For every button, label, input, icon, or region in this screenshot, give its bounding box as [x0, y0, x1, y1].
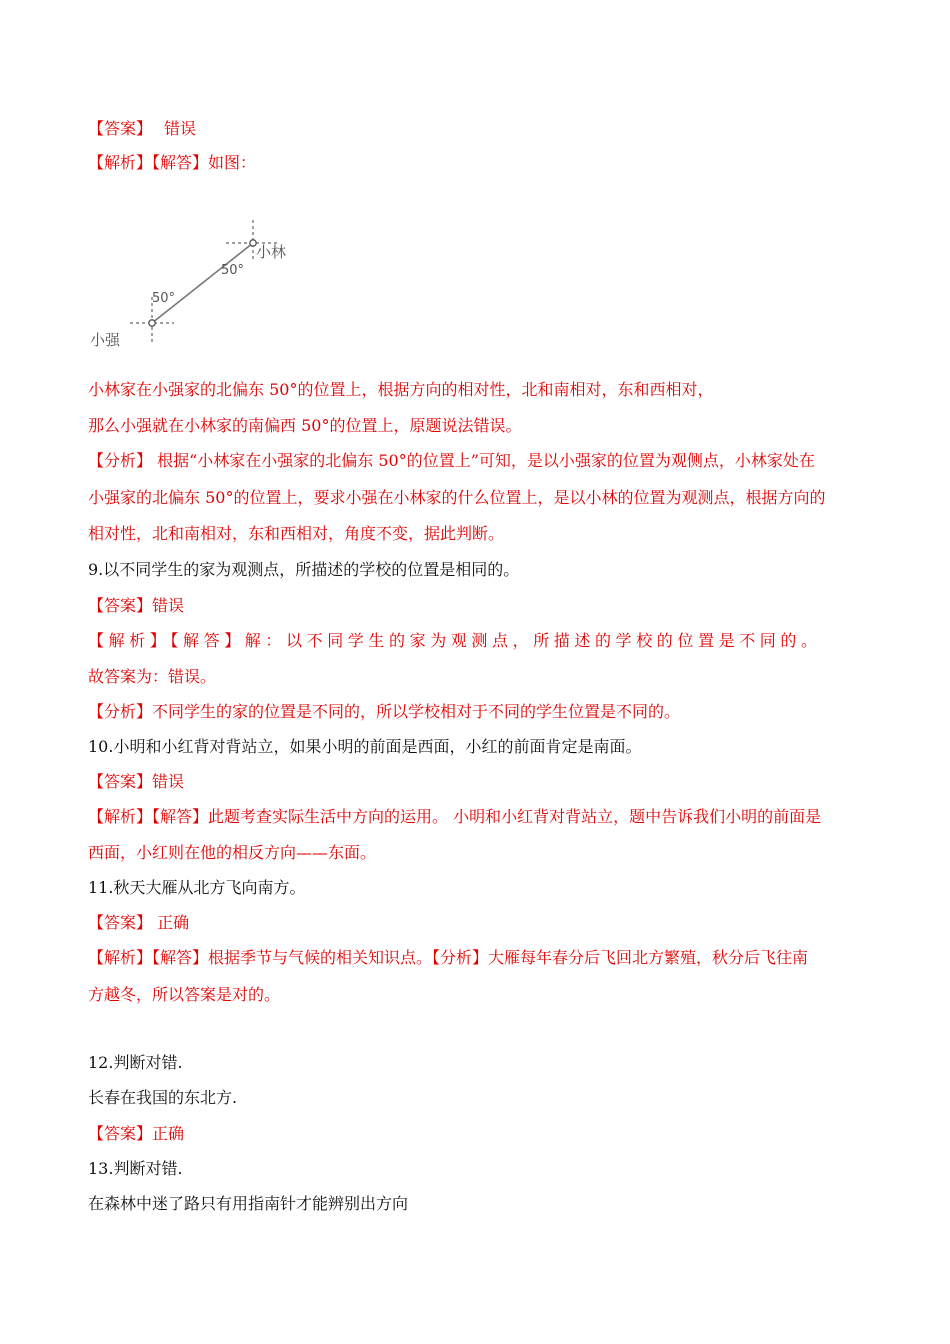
angle-label-bottom: 50° [152, 291, 176, 306]
q9-fenxi: 【分析】不同学生的家的位置是不同的，所以学校相对于不同的学生位置是不同的。 [88, 702, 681, 721]
answer-line [88, 119, 196, 139]
q12-statement: 长春在我国的东北方. [88, 1088, 238, 1107]
question-12: 12.判断对错. [88, 1053, 183, 1072]
explain-line-1: 小林家在小强家的北偏东 50°的位置上，根据方向的相对性，北和南相对，东和西相对， [88, 380, 714, 399]
q10-jiexi-line-1: 【解析】【解答】此题考查实际生活中方向的运用。 小明和小红背对背站立，题中告诉我们小明的前面是 [88, 807, 822, 826]
fenxi-line-3: 相对性，北和南相对，东和西相对，角度不变，据此判断。 [88, 524, 505, 543]
qiang-point [149, 320, 155, 326]
q9-jiexi-line-1: 【解析】【解答】解：以不同学生的家为观测点，所描述的学校的位置是不同的。 [88, 631, 822, 650]
q9-answer: 【答案】错误 [88, 596, 185, 615]
q11-jiexi-line-1: 【解析】【解答】根据季节与气候的相关知识点。【分析】大雁每年春分后飞回北方繁殖，秋分后飞往南 [88, 948, 809, 967]
q13-statement: 在森林中迷了路只有用指南针才能辨别出方向 [88, 1194, 409, 1213]
question-11: 11.秋天大雁从北方飞向南方。 [88, 878, 306, 897]
question-10: 10.小明和小红背对背站立，如果小明的前面是西面，小红的前面肯定是南面。 [88, 737, 642, 756]
q10-jiexi-line-2: 西面，小红则在他的相反方向——东面。 [88, 843, 377, 862]
angle-label-top: 50° [221, 263, 245, 278]
label-qiang: 小强 [90, 331, 121, 349]
fenxi-line-1: 【分析】 根据“小林家在小强家的北偏东 50°的位置上”可知，是以小强家的位置为观侧点，小林家处在 [88, 451, 815, 470]
answer-value: 错误 [164, 119, 197, 138]
answer-label: 【答案】 [88, 119, 153, 138]
fenxi-line-2: 小强家的北偏东 50°的位置上，要求小强在小林家的什么位置上，是以小林的位置为观测点，根据方向的 [88, 488, 826, 507]
label-lin: 小林 [256, 243, 287, 261]
q11-jiexi-line-2: 方越冬，所以答案是对的。 [88, 985, 281, 1004]
q12-answer: 【答案】正确 [88, 1124, 185, 1143]
q10-answer: 【答案】错误 [88, 772, 185, 791]
connecting-line [152, 243, 253, 323]
q9-jiexi-line-2: 故答案为：错误。 [88, 667, 217, 686]
question-9: 9.以不同学生的家为观测点，所描述的学校的位置是相同的。 [88, 560, 520, 579]
q11-answer: 【答案】 正确 [88, 913, 190, 932]
direction-figure [82, 210, 302, 355]
explain-line-2: 那么小强就在小林家的南偏西 50°的位置上，原题说法错误。 [88, 416, 522, 435]
question-13: 13.判断对错. [88, 1159, 183, 1178]
analysis-label: 【解析】【解答】如图： [88, 153, 257, 172]
